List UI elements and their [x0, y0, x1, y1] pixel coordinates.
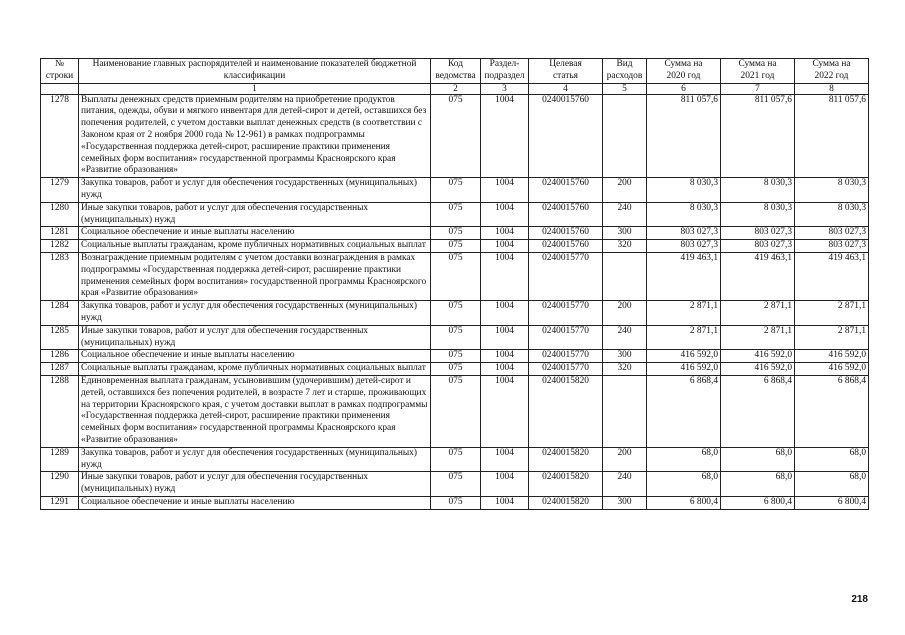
sum-2020-cell: 416 592,0 — [647, 350, 721, 363]
section-cell: 1004 — [481, 202, 529, 227]
sum-2020-cell: 419 463,1 — [647, 252, 721, 300]
sum-2020-cell: 803 027,3 — [647, 227, 721, 240]
description-cell: Социальные выплаты гражданам, кроме публичных нормативных социальных выплат — [79, 240, 431, 253]
description-cell: Вознаграждение приемным родителям с учетом доставки вознаграждения в рамках подпрограммы «Государственная поддержка детей-сирот, расширение практики применения семейных форм воспитания» государственной программы Красноярского края «Развитие образования» — [79, 252, 431, 300]
description-cell: Единовременная выплата гражданам, усыновившим (удочерившим) детей-сирот и детей, оставшихся без попечения родителей, в возрасте 7 лет и старше, проживающих на территории Красноярского края, с учетом доставки выплат в рамках подпрограммы «Государственная поддержка детей-сирот, расширение практики применения семейных форм воспитания» государственной программы Красноярского края «Развитие образования» — [79, 375, 431, 447]
expense-type-cell: 320 — [603, 363, 647, 376]
table-row — [41, 227, 869, 240]
expense-type-cell: 240 — [603, 202, 647, 227]
section-cell: 1004 — [481, 447, 529, 472]
row-number-cell: 1283 — [41, 252, 79, 300]
target-article-cell: 0240015770 — [529, 350, 603, 363]
dept-code-cell: 075 — [431, 240, 481, 253]
table-row — [41, 202, 869, 227]
table-row — [41, 375, 869, 447]
row-number-cell: 1279 — [41, 178, 79, 203]
sum-2022-cell: 803 027,3 — [795, 240, 869, 253]
sum-2020-cell: 8 030,3 — [647, 202, 721, 227]
dept-code-cell: 075 — [431, 325, 481, 350]
dept-code-cell: 075 — [431, 447, 481, 472]
expense-type-cell: 200 — [603, 447, 647, 472]
table-row — [41, 94, 869, 178]
section-cell: 1004 — [481, 496, 529, 509]
table-row — [41, 240, 869, 253]
sum-2021-cell: 68,0 — [721, 447, 795, 472]
row-number-cell: 1287 — [41, 363, 79, 376]
dept-code-cell: 075 — [431, 178, 481, 203]
table-row — [41, 178, 869, 203]
sum-2022-cell: 68,0 — [795, 472, 869, 497]
sum-2021-cell: 6 868,4 — [721, 375, 795, 447]
expense-type-cell — [603, 252, 647, 300]
sum-2022-cell: 6 800,4 — [795, 496, 869, 509]
header-sum-2021: Сумма на 2021 год — [721, 59, 795, 84]
row-number-cell: 1286 — [41, 350, 79, 363]
header-expense-type: Вид расходов — [603, 59, 647, 84]
header-section: Раздел- подраздел — [481, 59, 529, 84]
target-article-cell: 0240015820 — [529, 472, 603, 497]
row-number-cell: 1281 — [41, 227, 79, 240]
table-row — [41, 252, 869, 300]
header-name: Наименование главных распорядителей и наименование показателей бюджетной классификации — [79, 59, 431, 84]
target-article-cell: 0240015770 — [529, 301, 603, 326]
budget-table — [40, 58, 869, 510]
expense-type-cell: 200 — [603, 301, 647, 326]
target-article-cell: 0240015760 — [529, 202, 603, 227]
sum-2020-cell: 68,0 — [647, 472, 721, 497]
sum-2022-cell: 8 030,3 — [795, 202, 869, 227]
target-article-cell: 0240015770 — [529, 252, 603, 300]
target-article-cell: 0240015820 — [529, 496, 603, 509]
row-number-cell: 1291 — [41, 496, 79, 509]
sum-2020-cell: 811 057,6 — [647, 94, 721, 178]
column-number — [41, 83, 79, 94]
sum-2021-cell: 803 027,3 — [721, 240, 795, 253]
sum-2022-cell: 811 057,6 — [795, 94, 869, 178]
dept-code-cell: 075 — [431, 496, 481, 509]
expense-type-cell: 200 — [603, 178, 647, 203]
row-number-cell: 1282 — [41, 240, 79, 253]
table-row — [41, 363, 869, 376]
expense-type-cell: 300 — [603, 350, 647, 363]
sum-2020-cell: 416 592,0 — [647, 363, 721, 376]
section-cell: 1004 — [481, 325, 529, 350]
expense-type-cell: 240 — [603, 325, 647, 350]
sum-2020-cell: 6 800,4 — [647, 496, 721, 509]
column-number: 2 — [431, 83, 481, 94]
sum-2022-cell: 2 871,1 — [795, 325, 869, 350]
sum-2021-cell: 8 030,3 — [721, 178, 795, 203]
header-dept-code: Код ведомства — [431, 59, 481, 84]
sum-2021-cell: 6 800,4 — [721, 496, 795, 509]
table-row — [41, 301, 869, 326]
section-cell: 1004 — [481, 363, 529, 376]
description-cell: Закупка товаров, работ и услуг для обеспечения государственных (муниципальных) нужд — [79, 447, 431, 472]
column-number-row — [41, 83, 869, 94]
table-row — [41, 350, 869, 363]
sum-2022-cell: 416 592,0 — [795, 363, 869, 376]
table-row — [41, 447, 869, 472]
row-number-cell: 1278 — [41, 94, 79, 178]
dept-code-cell: 075 — [431, 301, 481, 326]
target-article-cell: 0240015770 — [529, 363, 603, 376]
row-number-cell: 1280 — [41, 202, 79, 227]
description-cell: Закупка товаров, работ и услуг для обеспечения государственных (муниципальных) нужд — [79, 178, 431, 203]
dept-code-cell: 075 — [431, 363, 481, 376]
target-article-cell: 0240015760 — [529, 178, 603, 203]
target-article-cell: 0240015760 — [529, 240, 603, 253]
sum-2020-cell: 2 871,1 — [647, 325, 721, 350]
sum-2020-cell: 68,0 — [647, 447, 721, 472]
expense-type-cell: 240 — [603, 472, 647, 497]
sum-2022-cell: 419 463,1 — [795, 252, 869, 300]
sum-2021-cell: 2 871,1 — [721, 325, 795, 350]
description-cell: Социальное обеспечение и иные выплаты населению — [79, 350, 431, 363]
sum-2021-cell: 8 030,3 — [721, 202, 795, 227]
row-number-cell: 1284 — [41, 301, 79, 326]
dept-code-cell: 075 — [431, 227, 481, 240]
target-article-cell: 0240015770 — [529, 325, 603, 350]
sum-2021-cell: 419 463,1 — [721, 252, 795, 300]
description-cell: Иные закупки товаров, работ и услуг для обеспечения государственных (муниципальных) нужд — [79, 325, 431, 350]
section-cell: 1004 — [481, 350, 529, 363]
table-row — [41, 325, 869, 350]
section-cell: 1004 — [481, 240, 529, 253]
section-cell: 1004 — [481, 472, 529, 497]
sum-2020-cell: 2 871,1 — [647, 301, 721, 326]
dept-code-cell: 075 — [431, 202, 481, 227]
sum-2020-cell: 6 868,4 — [647, 375, 721, 447]
dept-code-cell: 075 — [431, 252, 481, 300]
expense-type-cell — [603, 375, 647, 447]
sum-2021-cell: 416 592,0 — [721, 350, 795, 363]
sum-2022-cell: 416 592,0 — [795, 350, 869, 363]
column-number: 3 — [481, 83, 529, 94]
dept-code-cell: 075 — [431, 472, 481, 497]
description-cell: Социальные выплаты гражданам, кроме публичных нормативных социальных выплат — [79, 363, 431, 376]
expense-type-cell — [603, 94, 647, 178]
dept-code-cell: 075 — [431, 350, 481, 363]
sum-2020-cell: 803 027,3 — [647, 240, 721, 253]
row-number-cell: 1288 — [41, 375, 79, 447]
description-cell: Иные закупки товаров, работ и услуг для обеспечения государственных (муниципальных) нужд — [79, 202, 431, 227]
header-row-number: № строки — [41, 59, 79, 84]
table-row — [41, 496, 869, 509]
section-cell: 1004 — [481, 301, 529, 326]
dept-code-cell: 075 — [431, 94, 481, 178]
section-cell: 1004 — [481, 252, 529, 300]
target-article-cell: 0240015820 — [529, 447, 603, 472]
expense-type-cell: 320 — [603, 240, 647, 253]
column-number: 8 — [795, 83, 869, 94]
row-number-cell: 1290 — [41, 472, 79, 497]
description-cell: Иные закупки товаров, работ и услуг для обеспечения государственных (муниципальных) нужд — [79, 472, 431, 497]
table-header-row — [41, 59, 869, 84]
target-article-cell: 0240015820 — [529, 375, 603, 447]
target-article-cell: 0240015760 — [529, 94, 603, 178]
header-target-article: Целевая статья — [529, 59, 603, 84]
column-number: 7 — [721, 83, 795, 94]
expense-type-cell: 300 — [603, 496, 647, 509]
column-number: 6 — [647, 83, 721, 94]
column-number: 1 — [79, 83, 431, 94]
expense-type-cell: 300 — [603, 227, 647, 240]
section-cell: 1004 — [481, 178, 529, 203]
section-cell: 1004 — [481, 94, 529, 178]
sum-2021-cell: 2 871,1 — [721, 301, 795, 326]
target-article-cell: 0240015760 — [529, 227, 603, 240]
sum-2020-cell: 8 030,3 — [647, 178, 721, 203]
header-sum-2020: Сумма на 2020 год — [647, 59, 721, 84]
section-cell: 1004 — [481, 375, 529, 447]
description-cell: Выплаты денежных средств приемным родителям на приобретение продуктов питания, одежды, обуви и мягкого инвентаря для детей-сирот и детей, оставшихся без попечения родителей, с учетом доставки выплат денежных средств (в соответствии с Законом края от 2 ноября 2000 года № 12-961) в рамках подпрограммы «Государственная поддержка детей-сирот, расширение практики применения семейных форм воспитания» государственной программы Красноярского края «Развитие образования» — [79, 94, 431, 178]
sum-2022-cell: 2 871,1 — [795, 301, 869, 326]
column-number: 5 — [603, 83, 647, 94]
description-cell: Социальное обеспечение и иные выплаты населению — [79, 496, 431, 509]
description-cell: Социальное обеспечение и иные выплаты населению — [79, 227, 431, 240]
row-number-cell: 1285 — [41, 325, 79, 350]
section-cell: 1004 — [481, 227, 529, 240]
description-cell: Закупка товаров, работ и услуг для обеспечения государственных (муниципальных) нужд — [79, 301, 431, 326]
dept-code-cell: 075 — [431, 375, 481, 447]
row-number-cell: 1289 — [41, 447, 79, 472]
sum-2022-cell: 803 027,3 — [795, 227, 869, 240]
column-number: 4 — [529, 83, 603, 94]
sum-2022-cell: 6 868,4 — [795, 375, 869, 447]
sum-2022-cell: 68,0 — [795, 447, 869, 472]
sum-2021-cell: 68,0 — [721, 472, 795, 497]
table-row — [41, 472, 869, 497]
page-number: 218 — [851, 594, 868, 605]
sum-2021-cell: 811 057,6 — [721, 94, 795, 178]
sum-2021-cell: 803 027,3 — [721, 227, 795, 240]
sum-2021-cell: 416 592,0 — [721, 363, 795, 376]
header-sum-2022: Сумма на 2022 год — [795, 59, 869, 84]
sum-2022-cell: 8 030,3 — [795, 178, 869, 203]
